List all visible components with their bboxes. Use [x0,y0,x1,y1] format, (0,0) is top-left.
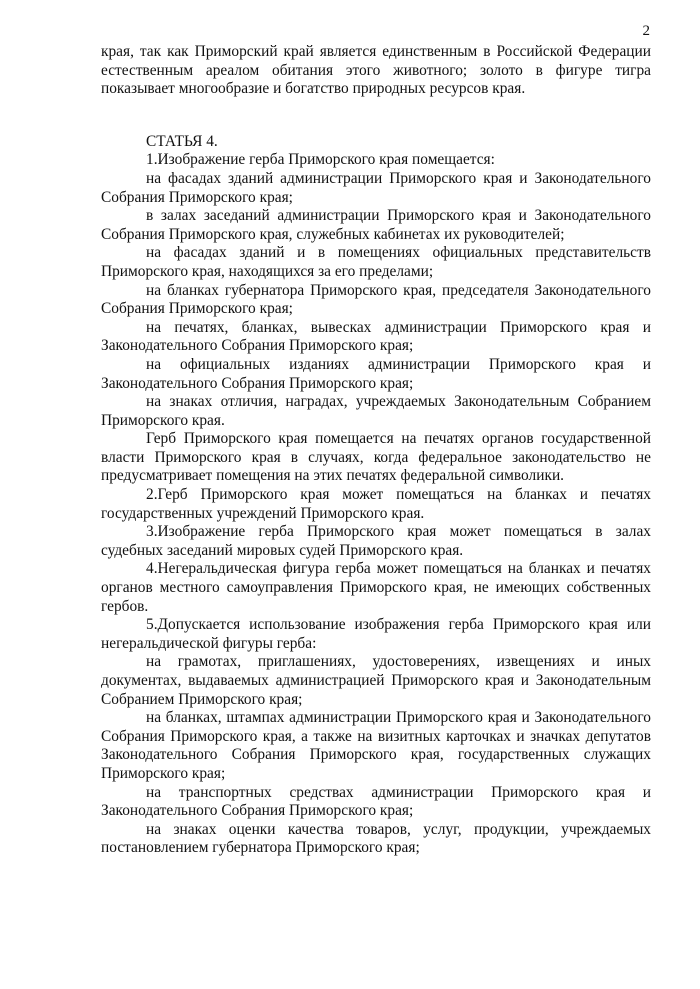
list-item-representations: на фасадах зданий и в помещениях официальных представительств Приморского края, находящихся за его пределами; [101,244,651,280]
list-item-stamps-business-cards: на бланках, штампах администрации Приморского края и Законодательного Собрания Приморского края, а также на визитных карточках и значках депутатов Законодательного Собрания Приморского края, государственных служащих Приморского края; [101,709,651,782]
list-item-meeting-halls: в залах заседаний администрации Приморского края и Законодательного Собрания Приморского края, служебных кабинетах их руководителей; [101,207,651,243]
page-number: 2 [642,23,650,39]
paragraph-clause-5: 5.Допускается использование изображения герба Приморского края или негеральдической фигуры герба: [101,616,651,652]
list-item-seals-forms-signs: на печатях, бланках, вывесках администрации Приморского края и Законодательного Собрания Приморского края; [101,318,651,355]
paragraph-state-seals: Герб Приморского края помещается на печатях органов государственной власти Приморского края в случаях, когда федеральное законодательство не предусматривает помещения на этих печатях федеральной символики. [101,430,651,485]
article-heading: СТАТЬЯ 4. [146,132,218,150]
list-item-awards: на знаках отличия, наградах, учреждаемых Законодательным Собранием Приморского края. [101,393,651,429]
paragraph-clause-2: 2.Герб Приморского края может помещаться на бланках и печатях государственных учреждений Приморского края. [101,486,651,522]
list-item-facades: на фасадах зданий администрации Приморского края и Законодательного Собрания Приморского края; [101,169,651,206]
paragraph-intro-continuation: края, так как Приморский край является единственным в Российской Федерации естественным ареалом обитания этого животного; золото в фигуре тигра показывает многообразие и богатство природных ресурсов края. [101,43,651,98]
list-item-vehicles: на транспортных средствах администрации Приморского края и Законодательного Собрания Приморского края; [101,783,651,820]
paragraph-clause-4: 4.Негеральдическая фигура герба может помещаться на бланках и печатях органов местного самоуправления Приморского края, не имеющих собственных гербов. [101,560,651,615]
list-item-governor-forms: на бланках губернатора Приморского края, председателя Законодательного Собрания Приморского края; [101,281,651,318]
document-body [101,43,651,858]
paragraph-clause-3: 3.Изображение герба Приморского края может помещаться в залах судебных заседаний мировых судей Приморского края. [101,523,651,559]
paragraph-clause-1: 1.Изображение герба Приморского края помещается: [146,151,495,169]
list-item-official-publications: на официальных изданиях администрации Приморского края и Законодательного Собрания Приморского края; [101,355,651,392]
list-item-certificates: на грамотах, приглашениях, удостоверениях, извещениях и иных документах, выдаваемых администрацией Приморского края и Законодательным Собранием Приморского края; [101,653,651,708]
list-item-quality-marks: на знаках оценки качества товаров, услуг, продукции, учреждаемых постановлением губернатора Приморского края; [101,820,651,857]
